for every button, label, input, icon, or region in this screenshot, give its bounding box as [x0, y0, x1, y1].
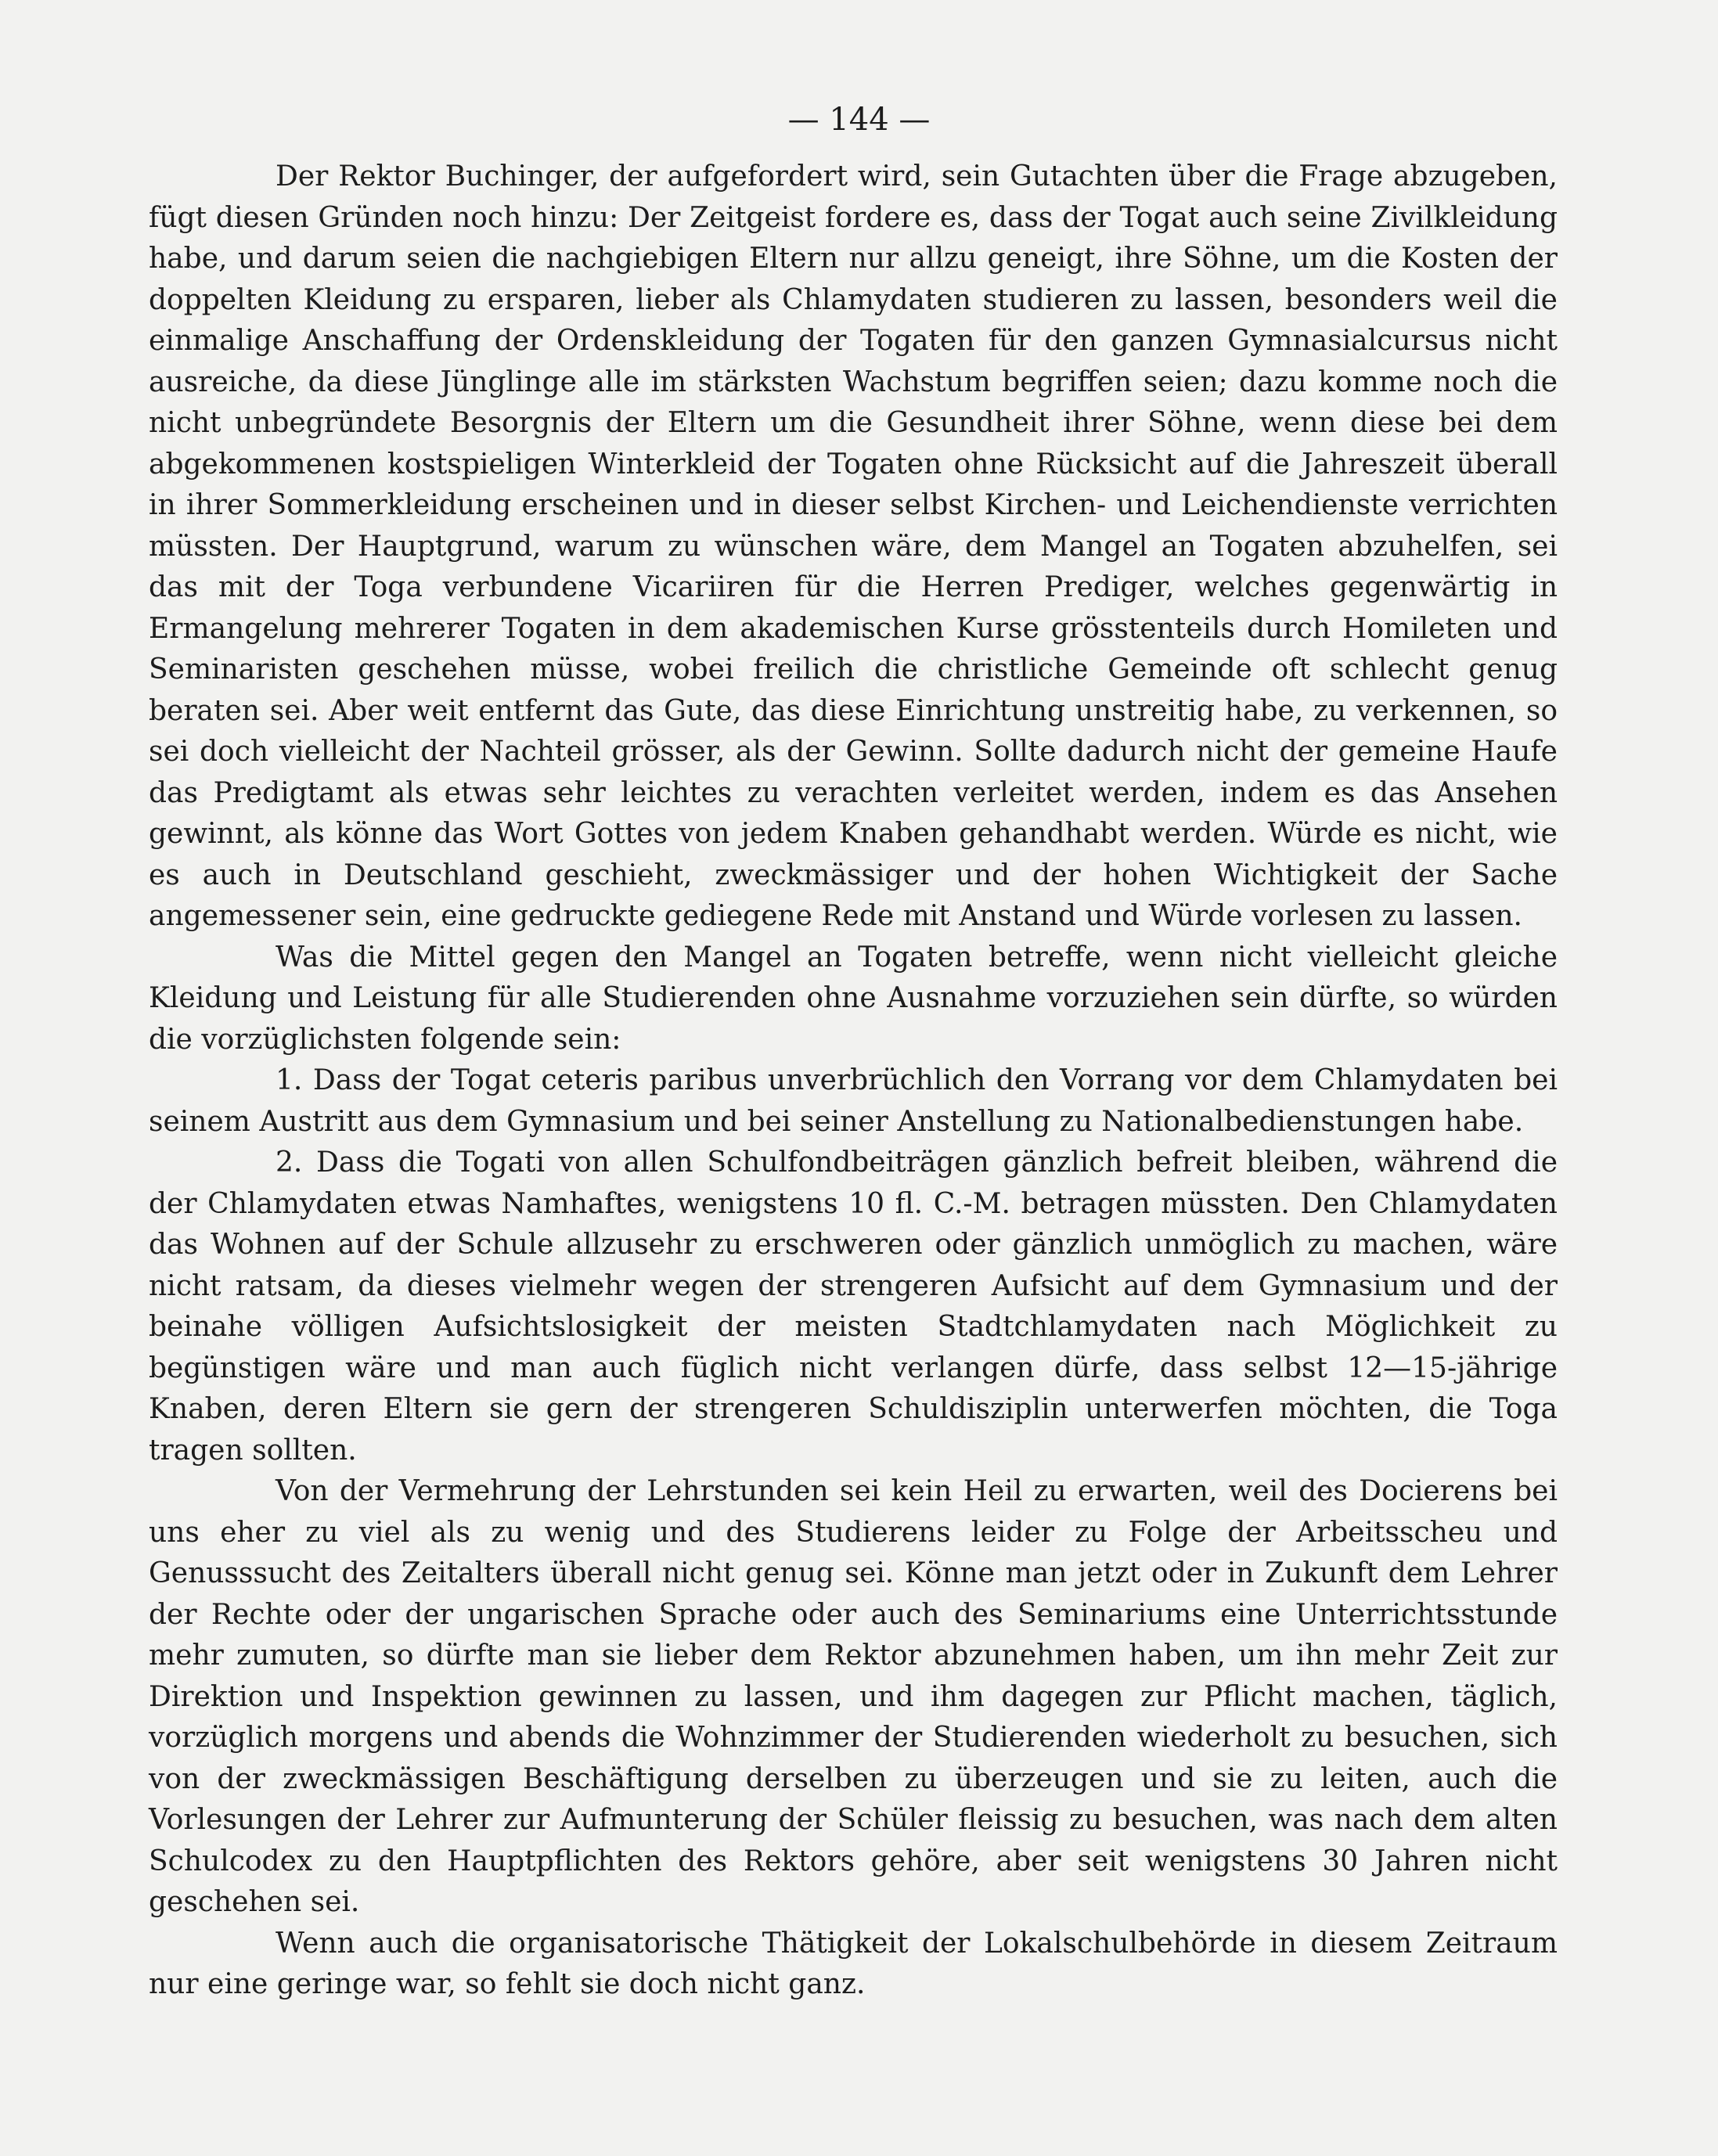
paragraph-1: Der Rektor Buchinger, der aufgefordert wird, sein Gutachten über die Frage abzugeben, fügt diesen Gründen noch hinzu: Der Zeitgeist fordere es, dass der Togat auch seine Zivilkleidung habe, und darum seien die nachgiebigen Eltern nur allzu geneigt, ihre Söhne, um die Kosten der doppelten Kleidung zu ersparen, lieber als Chlamydaten studieren zu lassen, besonders weil die einmalige Anschaffung der Ordenskleidung der Togaten für den ganzen Gymnasialcursus nicht ausreiche, da diese Jünglinge alle im stärksten Wachstum begriffen seien; dazu komme noch die nicht unbegründete Besorgnis der Eltern um die Gesundheit ihrer Söhne, wenn diese bei dem abgekommenen kostspieligen Winterkleid der Togaten ohne Rücksicht auf die Jahreszeit überall in ihrer Sommerkleidung erscheinen und in dieser selbst Kirchen- und Leichendienste verrichten müssten. Der Hauptgrund, warum zu wünschen wäre, dem Mangel an Togaten abzuhelfen, sei das mit der Toga verbundene Vicariiren für die Herren Prediger, welches gegenwärtig in Ermangelung mehrerer Togaten in dem akademischen Kurse grösstenteils durch Homileten und Seminaristen geschehen müsse, wobei freilich die christliche Gemeinde oft schlecht genug beraten sei. Aber weit entfernt das Gute, das diese Einrichtung unstreitig habe, zu verkennen, so sei doch vielleicht der Nachteil grösser, als der Gewinn. Sollte dadurch nicht der gemeine Haufe das Predigtamt als etwas sehr leichtes zu verachten verleitet werden, indem es das Ansehen gewinnt, als könne das Wort Gottes von jedem Knaben gehandhabt werden. Würde es nicht, wie es auch in Deutschland geschieht, zweckmässiger und der hohen Wichtigkeit der Sache angemessener sein, eine gedruckte gediegene Rede mit Anstand und Würde vorlesen zu lassen.	[149, 160, 1558, 932]
paragraph-3: Von der Vermehrung der Lehrstunden sei kein Heil zu erwarten, weil des Docierens bei uns eher zu viel als zu wenig und des Studierens leider zu Folge der Arbeitsscheu und Genusssucht des Zeitalters überall nicht genug sei. Könne man jetzt oder in Zukunft dem Lehrer der Rechte oder der ungarischen Sprache oder auch des Seminariums eine Unterrichtsstunde mehr zumuten, so dürfte man sie lieber dem Rektor abzunehmen haben, um ihn mehr Zeit zur Direktion und Inspektion gewinnen zu lassen, und ihm dagegen zur Pflicht machen, täglich, vorzüglich morgens und abends die Wohnzimmer der Studierenden wiederholt zu besuchen, sich von der zweckmässigen Beschäftigung derselben zu überzeugen und sie zu leiten, auch die Vorlesungen der Lehrer zur Aufmunterung der Schüler fleissig zu besuchen, was nach dem alten Schulcodex zu den Hauptpflichten des Rektors gehöre, aber seit wenigstens 30 Jahren nicht geschehen sei.	[149, 1475, 1558, 1918]
list-item-2: 2. Dass die Togati von allen Schulfondbeiträgen gänzlich befreit bleiben, während die der Chlamydaten etwas Namhaftes, wenigstens 10 fl. C.-M. betragen müssten. Den Chlamydaten das Wohnen auf der Schule allzusehr zu erschweren oder gänzlich unmöglich zu machen, wäre nicht ratsam, da dieses vielmehr wegen der strengeren Aufsicht auf dem Gymnasium und der beinahe völligen Aufsichtslosigkeit der meisten Stadtchlamydaten nach Möglichkeit zu begünstigen wäre und man auch füglich nicht verlangen dürfe, dass selbst 12—15-jährige Knaben, deren Eltern sie gern der strengeren Schuldisziplin unterwerfen möchten, die Toga tragen sollten.	[149, 1146, 1558, 1467]
body-text	[149, 157, 1558, 2006]
page-number: — 144 —	[787, 102, 931, 138]
paragraph-4: Wenn auch die organisatorische Thätigkeit der Lokalschulbehörde in diesem Zeitraum nur eine geringe war, so fehlt sie doch nicht ganz.	[149, 1927, 1558, 2000]
paragraph-2: Was die Mittel gegen den Mangel an Togaten betreffe, wenn nicht vielleicht gleiche Kleidung und Leistung für alle Studierenden ohne Ausnahme vorzuziehen sein dürfte, so würden die vorzüglichsten folgende sein:	[149, 941, 1558, 1056]
list-item-1: 1. Dass der Togat ceteris paribus unverbrüchlich den Vorrang vor dem Chlamydaten bei seinem Austritt aus dem Gymnasium und bei seiner Anstellung zu Nationalbedienstungen habe.	[149, 1064, 1558, 1138]
